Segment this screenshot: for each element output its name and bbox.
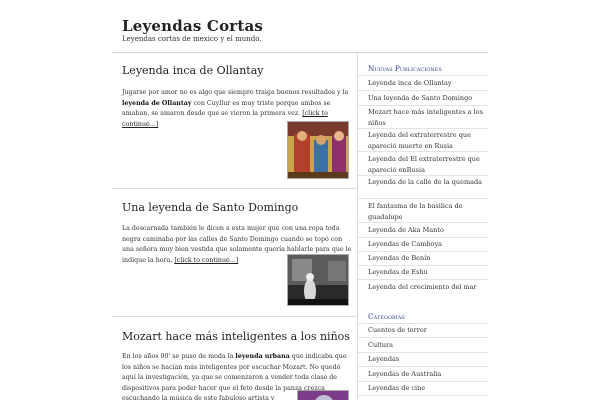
site-description: Leyendas cortas de mexico y el mundo. — [122, 35, 262, 43]
sidebar-divider — [358, 198, 488, 199]
sidebar-recent-item[interactable]: Leyendas de Camboya — [368, 240, 443, 248]
sidebar-recent-item[interactable]: Una leyenda de Santo Domingo — [368, 94, 473, 102]
sidebar-divider — [358, 265, 488, 266]
continue-link[interactable]: [click to continue...] — [122, 110, 328, 128]
excerpt-text: Jugarse por amor no es algo que siempre traiga buenos resultados y la — [122, 89, 349, 96]
sidebar-divider — [358, 105, 488, 106]
sidebar-divider — [358, 352, 488, 353]
sidebar-divider — [358, 151, 488, 152]
post — [112, 189, 357, 317]
main-content — [112, 53, 357, 400]
post-thumbnail[interactable] — [287, 254, 349, 306]
sidebar-category-item[interactable]: Cultura — [368, 341, 394, 349]
excerpt-text: con Cuyllur es muy triste porque ambos se amaban, se amaron desde que se vieron la primera vez. — [122, 99, 331, 117]
sidebar-divider — [358, 75, 488, 76]
categories-heading-text: Categorías — [368, 312, 405, 321]
excerpt-bold: leyenda de Ollantay — [122, 99, 192, 107]
sidebar-divider — [358, 128, 488, 129]
sidebar-category-item[interactable]: Leyendas — [368, 355, 400, 363]
sidebar-recent-item[interactable]: Leyenda del El extraterrestre que apareció enRusia — [368, 155, 480, 174]
sidebar-category-item[interactable]: Leyendas de cine — [368, 384, 426, 392]
recent-posts-heading-text: Nuevas Publicaciones — [368, 64, 442, 73]
mozart-image-icon — [298, 391, 349, 400]
post — [112, 53, 357, 189]
sidebar-recent-item[interactable]: El fantasma de la basilica de guadalupe — [368, 202, 463, 221]
painting-image-icon — [288, 122, 349, 179]
excerpt-bold: leyenda urbana — [235, 353, 290, 360]
sidebar-recent-item[interactable]: Leyendas de Eshu — [368, 268, 428, 276]
post-thumbnail[interactable] — [287, 121, 349, 179]
sidebar-category-item[interactable]: Cuentos de terror — [368, 326, 427, 334]
ghost-image-icon — [288, 255, 349, 306]
excerpt-text: que indicaba que los niños se hacían más inteligentes por escuchar Mozart. No quedó aquí la investigación, ya que se comenzaron a vender toda clase de dispositivos para poder hacer que el feto desde la panza crezca escuchando la música de este fabuloso artista y — [122, 353, 347, 400]
sidebar-divider — [358, 323, 488, 324]
sidebar-divider — [358, 395, 488, 396]
post-title[interactable]: Leyenda inca de Ollantay — [122, 64, 264, 77]
sidebar-divider — [358, 222, 488, 223]
sidebar-divider — [358, 251, 488, 252]
sidebar-divider — [358, 175, 488, 176]
sidebar-divider — [358, 237, 488, 238]
sidebar-divider — [358, 90, 488, 91]
continue-link[interactable]: [click to continue...] — [174, 256, 239, 264]
excerpt-text: La descarnada también le dicen a esta mujer que con una ropa toda negra caminaba por las calles de Santo Domingo cuando se topó con una señora muy bien vestida que solamente quería hablarle para que le indique la hora. — [122, 225, 352, 264]
post-title[interactable]: Mozart hace más inteligentes a los niños — [122, 330, 350, 343]
recent-posts-heading — [368, 64, 442, 73]
sidebar-divider — [358, 279, 488, 280]
post-thumbnail[interactable] — [297, 390, 349, 400]
excerpt-text: En los años 90' se puso de moda la — [122, 353, 236, 360]
sidebar-category-item[interactable]: Leyendas de Australia — [368, 370, 442, 378]
sidebar-divider — [358, 381, 488, 382]
sidebar-recent-item[interactable]: Leyenda inca de Ollantay — [368, 79, 452, 87]
sidebar-recent-item[interactable]: Leyenda del extraterrestre que apareció muerto en Rusia — [368, 131, 471, 150]
sidebar — [358, 53, 488, 400]
site-title[interactable]: Leyendas Cortas — [122, 17, 264, 35]
post-title[interactable]: Una leyenda de Santo Domingo — [122, 201, 299, 214]
sidebar-recent-item[interactable]: Leyenda de la calle de la quemada — [368, 178, 483, 186]
site-header — [0, 0, 600, 54]
sidebar-divider — [358, 366, 488, 367]
sidebar-recent-item[interactable]: Leyendas de Benín — [368, 254, 431, 262]
post — [112, 317, 357, 400]
sidebar-recent-item[interactable]: Mozart hace más inteligentes a los niños — [368, 108, 483, 127]
categories-heading — [368, 312, 405, 321]
sidebar-recent-item[interactable]: Leyenda del crecimiento del mar — [368, 283, 477, 291]
sidebar-divider — [358, 337, 488, 338]
sidebar-recent-item[interactable]: Leyenda de Aka Manto — [368, 226, 444, 234]
